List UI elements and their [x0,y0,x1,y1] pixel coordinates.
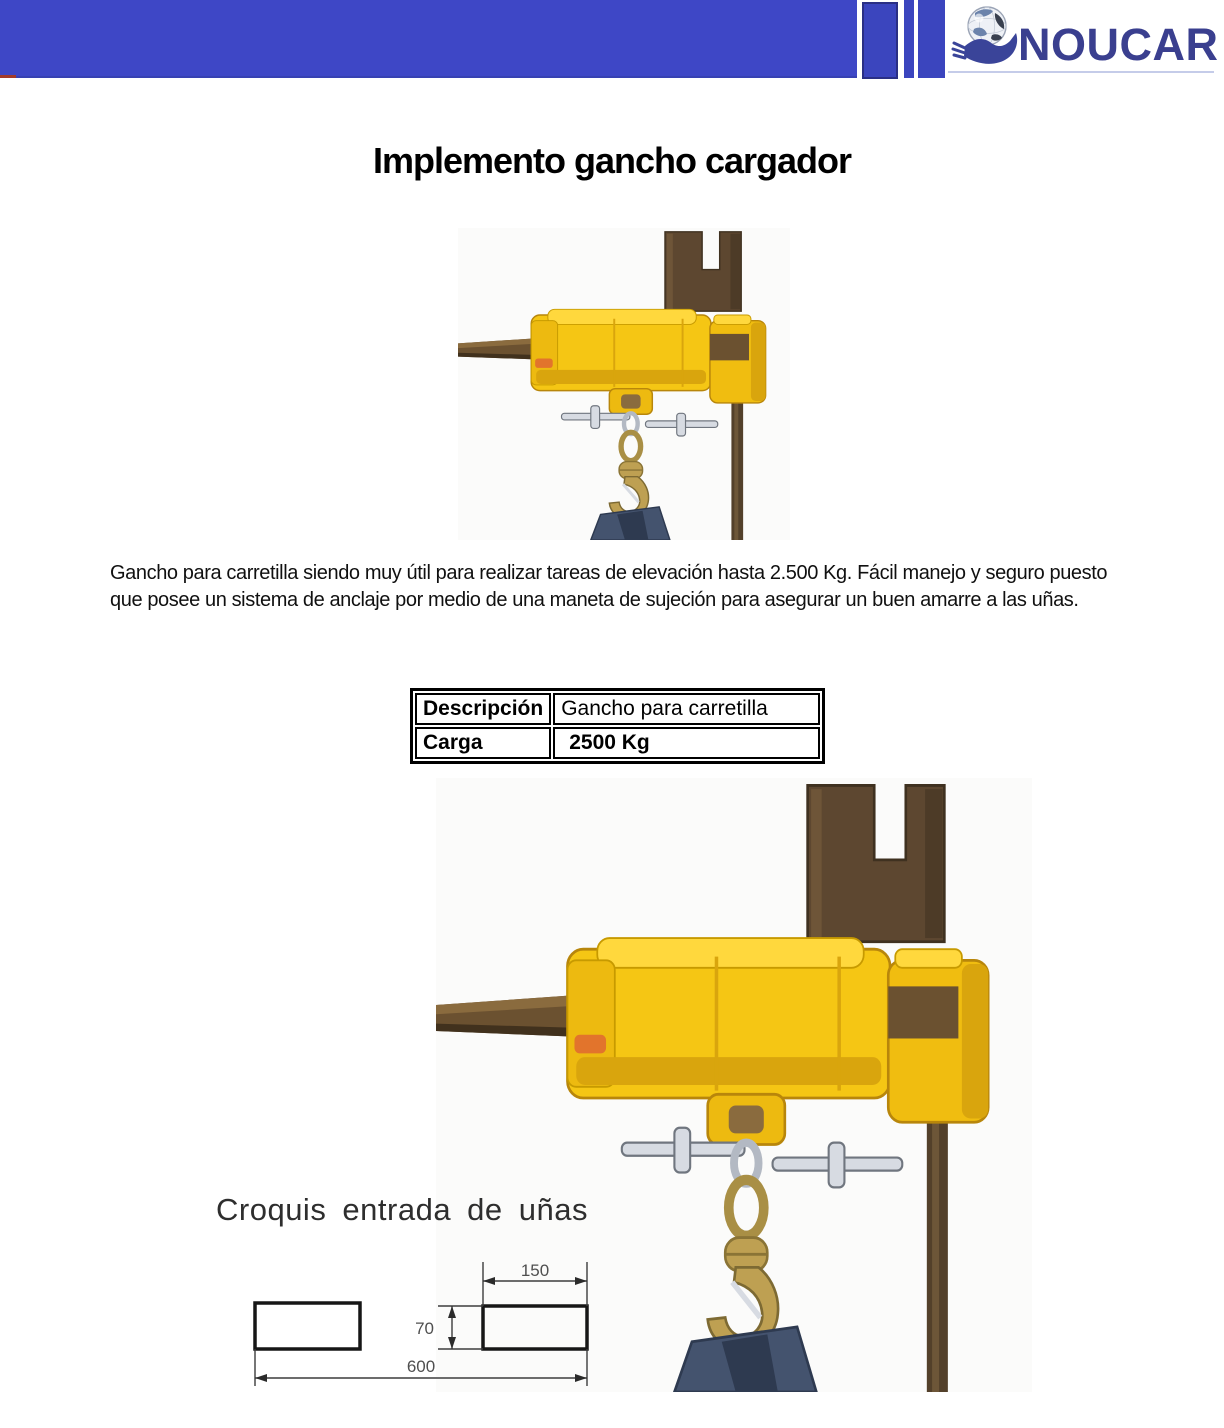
croquis-caption: Croquis entrada de uñas [216,1192,589,1227]
logo-bar-2 [904,0,914,78]
header-blue-bar [0,0,857,78]
spec-table [410,688,825,764]
globe-hand-icon [950,3,1022,73]
croquis-rect-right [483,1306,587,1349]
product-illustration [458,228,790,540]
dim-label-150: 150 [520,1261,550,1280]
spec-label-descripcion: Descripción [415,693,551,725]
logo-bar-1 [862,2,898,79]
page-title: Implemento gancho cargador [372,140,852,181]
logo-underline [948,71,1214,73]
header-red-accent [0,75,16,78]
brand-name: NOUCAR [1018,19,1219,70]
spec-label-carga: Carga [415,727,551,759]
product-photo-small [458,228,790,540]
table-row-descripcion [415,693,820,725]
spec-value-descripcion: Gancho para carretilla [553,693,820,725]
logo-bar-3 [918,0,945,78]
croquis-rect-left [255,1303,360,1349]
table-row-carga [415,727,820,759]
dim-label-600: 600 [406,1357,436,1376]
dim-label-70: 70 [415,1319,434,1338]
croquis-sketch [240,1246,610,1396]
product-description: Gancho para carretilla siendo muy útil para realizar tareas de elevación hasta 2.500 Kg. Fácil manejo y seguro puesto que posee un sistema de anclaje por medio de una maneta de sujeción para asegurar un buen amarre a las uñas. [110,562,1108,611]
spec-value-carga: 2500 Kg [553,727,820,759]
